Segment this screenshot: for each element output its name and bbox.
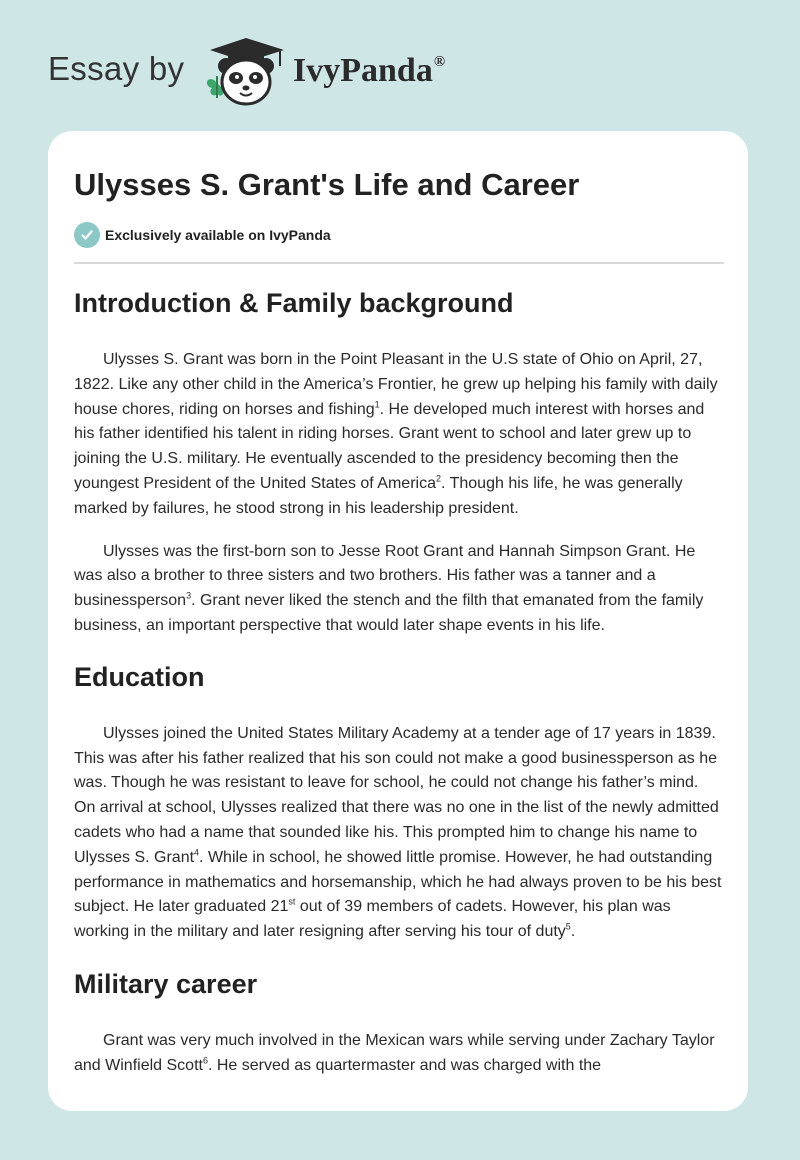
ordinal-suffix: st [288, 897, 296, 908]
essay-card [48, 131, 748, 1111]
registered-mark: ® [433, 54, 446, 70]
page-title: Ulysses S. Grant's Life and Career [74, 167, 580, 202]
brand-name[interactable] [293, 52, 445, 90]
divider [74, 262, 724, 264]
footnote-ref[interactable]: 5 [565, 921, 571, 932]
section-heading-education: Education [74, 661, 205, 692]
footnote-ref[interactable]: 6 [202, 1055, 208, 1066]
footnote-ref[interactable]: 2 [435, 473, 441, 484]
essay-content [74, 165, 724, 1079]
exclusive-text: Exclusively available on IvyPanda [105, 227, 331, 243]
paragraph: Ulysses was the first-born son to Jesse Root Grant and Hannah Simpson Grant. He was also a brother to three sisters and two brothers. His father was a tanner and a businessperson$^3$. Grant never liked the stench and the filth that emanated from the family business, an important perspective that would later shape events in his life. [74, 542, 704, 634]
paragraph: Ulysses joined the United States Military Academy at a tender age of 17 years in 1839. This was after his father realized that his son could not make a good businessperson as he was. Though he was resistant to leave for school, he could not change his father’s mind. On arrival at school, Ulysses realized that there was no one in the list of the newly admitted cadets who had a name that sounded like his. This prompted him to change his name to Ulysses S. Grant$^4$. While in school, he showed little promise. However, he had outstanding performance in mathematics and horsemanship, which he had always proven to be his best subject. He later graduated 21st out of 39 members of cadets. However, his plan was working in the military and later resigning after serving his tour of duty$^5$. [74, 724, 722, 941]
check-icon [74, 222, 100, 248]
exclusive-badge [74, 222, 724, 248]
paragraph: Ulysses S. Grant was born in the Point Pleasant in the U.S state of Ohio on April, 27, 1822. Like any other child in the America’s Frontier, he grew up helping his family with daily house chores, riding on horses and fishing$^1$. He developed much interest with horses and his father identified his talent in riding horses. Grant went to school and later grew up to joining the U.S. military. He eventually ascended to the presidency becoming then the youngest President of the United States of America$^2$. Though his life, he was generally marked by failures, he stood strong in his leadership president. [74, 351, 718, 517]
footnote-ref[interactable]: 4 [194, 847, 200, 858]
section-heading-introduction: Introduction & Family background [74, 288, 514, 318]
paragraph: Grant was very much involved in the Mexican wars while serving under Zachary Taylor and Winfield Scott$^6$. He served as quartermaster and was charged with the [74, 1031, 715, 1074]
essay-by-label: Essay by [48, 50, 185, 87]
footnote-ref[interactable]: 1 [374, 399, 380, 410]
brand-label: IvyPanda [293, 52, 433, 89]
footnote-ref[interactable]: 3 [186, 590, 192, 601]
section-heading-military-career: Military career [74, 968, 258, 999]
panda-graduate-logo-icon[interactable] [200, 36, 292, 108]
site-header [0, 0, 800, 130]
